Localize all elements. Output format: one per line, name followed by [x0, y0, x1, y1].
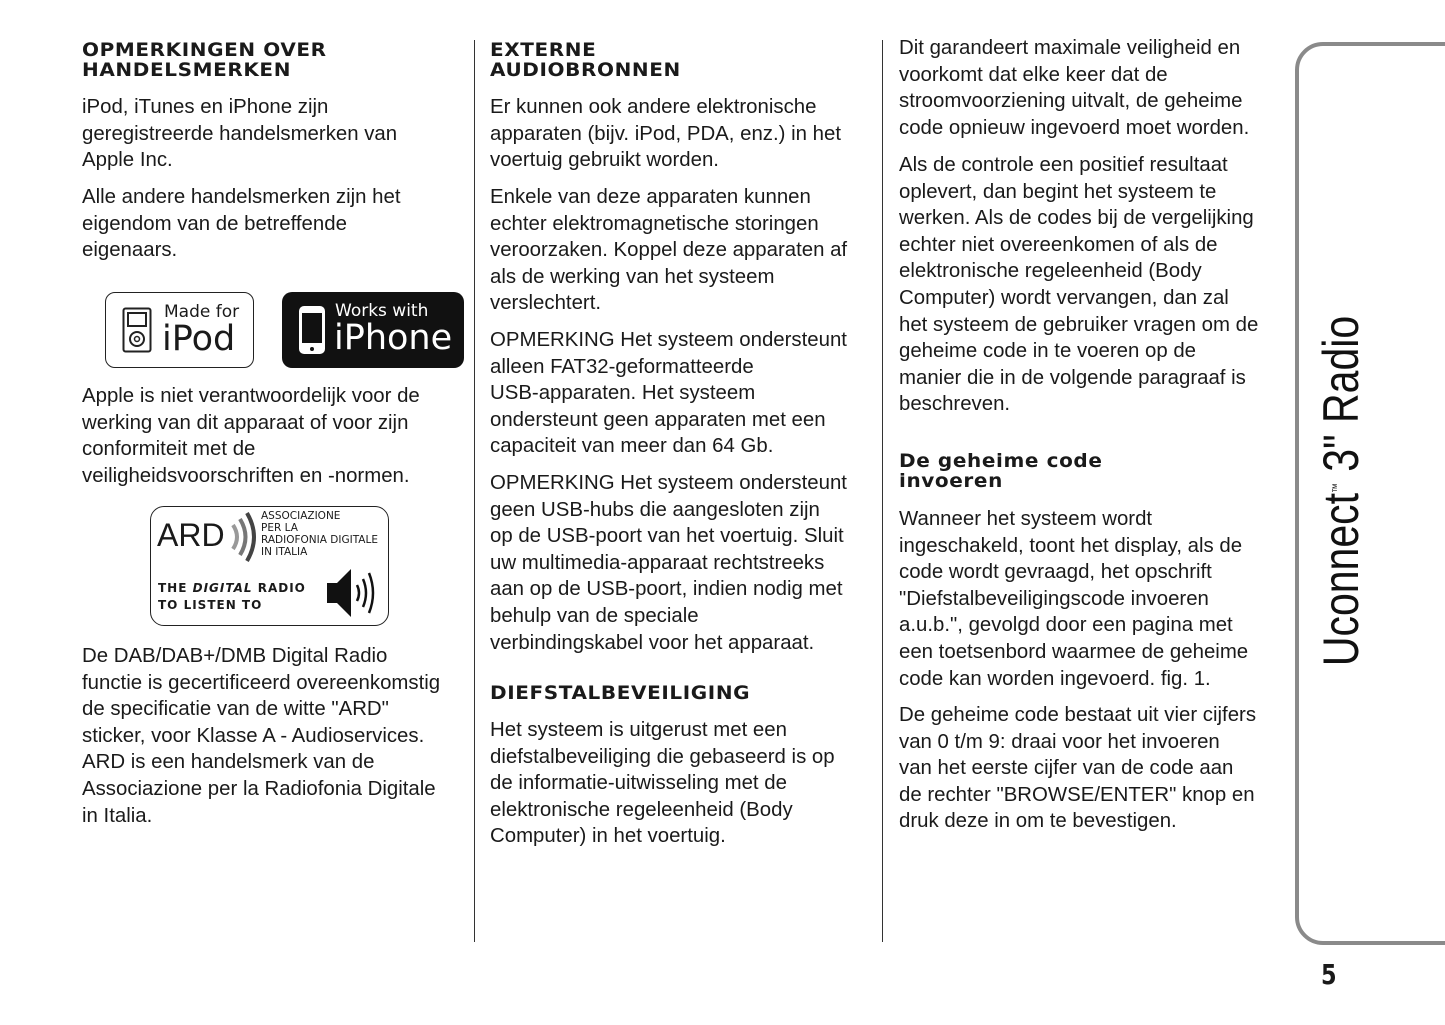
paragraph: Alle andere handelsmerken zijn het eigendom van de betreffende eigenaars.	[82, 186, 401, 262]
paragraph: De DAB/DAB+/DMB Digital Radio functie is gecertificeerd overeenkomstig de specificatie van de witte "ARD" sticker, voor Klasse A - Audioservices. ARD is een handelsmerk van de Associazione per la Radiofonia Digitale in Italia.	[82, 645, 441, 827]
made-for-ipod-logo: Made for iPod	[105, 292, 254, 368]
ard-digital-radio-logo: ARD ASSOCIAZIONE PER LA RADIOFONIA DIGITALE IN ITALIA THE DIGITAL RADIO TO LISTEN TO	[150, 506, 389, 626]
paragraph: Het systeem is uitgerust met een diefstalbeveiliging die gebaseerd is op de informatie-uitwisseling met de elektronische regeleenheid (Body Computer) in het voertuig.	[490, 719, 835, 848]
paragraph: OPMERKING Het systeem ondersteunt alleen FAT32-geformatteerde USB-apparaten. Het systeem ondersteunt geen apparaten met een capaciteit van meer dan 64 Gb.	[490, 329, 847, 458]
paragraph: iPod, iTunes en iPhone zijn geregistreerde handelsmerken van Apple Inc.	[82, 96, 398, 172]
paragraph: Dit garandeert maximale veiligheid en voorkomt dat elke keer dat de stroomvoorziening uitvalt, de geheime code opnieuw ingevoerd moet worden.	[899, 37, 1250, 139]
works-with-iphone-logo: Works with iPhone	[282, 292, 464, 368]
heading-trademarks: OPMERKINGEN OVER HANDELSMERKEN	[82, 38, 327, 81]
ipod-icon	[122, 307, 152, 353]
signal-waves-icon	[229, 511, 261, 563]
paragraph: Apple is niet verantwoordelijk voor de werking van dit apparaat of voor zijn conformiteit met de veiligheidsvoorschriften en -normen.	[82, 385, 420, 487]
paragraph: De geheime code bestaat uit vier cijfers van 0 t/m 9: draai voor het invoeren van het eerste cijfer van de code aan de rechter "BROWSE/ENTER" knop en druk deze in om te bevestigen.	[899, 704, 1257, 833]
heading-external-audio: EXTERNE AUDIOBRONNEN	[490, 38, 681, 81]
heading-theft-protection: DIEFSTALBEVEILIGING	[490, 681, 751, 704]
paragraph: Enkele van deze apparaten kunnen echter elektromagnetische storingen veroorzaken. Koppel deze apparaten af als de werking van het systeem verslechtert.	[490, 186, 848, 315]
column-divider	[474, 40, 475, 942]
paragraph: OPMERKING Het systeem ondersteunt geen USB-hubs die aangesloten zijn op de USB-poort van het voertuig. Sluit uw multimedia-apparaat rechtstreeks aan op de USB-poort, indien nodig met behulp van de speciale verbindingskabel voor het apparaat.	[490, 472, 847, 654]
heading-enter-secret-code: De geheime code invoeren	[899, 449, 1103, 492]
speaker-icon	[325, 567, 381, 619]
chapter-title: Uconnect™ 3" Radio	[1313, 315, 1369, 667]
column-divider	[882, 40, 883, 942]
iphone-icon	[298, 305, 326, 355]
page-number: 5	[1320, 958, 1337, 991]
paragraph: Er kunnen ook andere elektronische apparaten (bijv. iPod, PDA, enz.) in het voertuig gebruikt worden.	[490, 96, 841, 172]
paragraph: Als de controle een positief resultaat oplevert, dan begint het systeem te werken. Als de codes bij de vergelijking echter niet overeenkomen of als de elektronische regeleenheid (Body Computer) wordt vervangen, dan zal het systeem de gebruiker vragen om de geheime code in te voeren op de manier die in de volgende paragraaf is beschreven.	[899, 154, 1259, 416]
paragraph: Wanneer het systeem wordt ingeschakeld, toont het display, als de code wordt gevraagd, het opschrift "Diefstalbeveiligingscode invoeren a.u.b.", gevolgd door een pagina met een toetsenbord waarmee de geheime code kan worden ingevoerd. fig. 1.	[899, 508, 1249, 690]
